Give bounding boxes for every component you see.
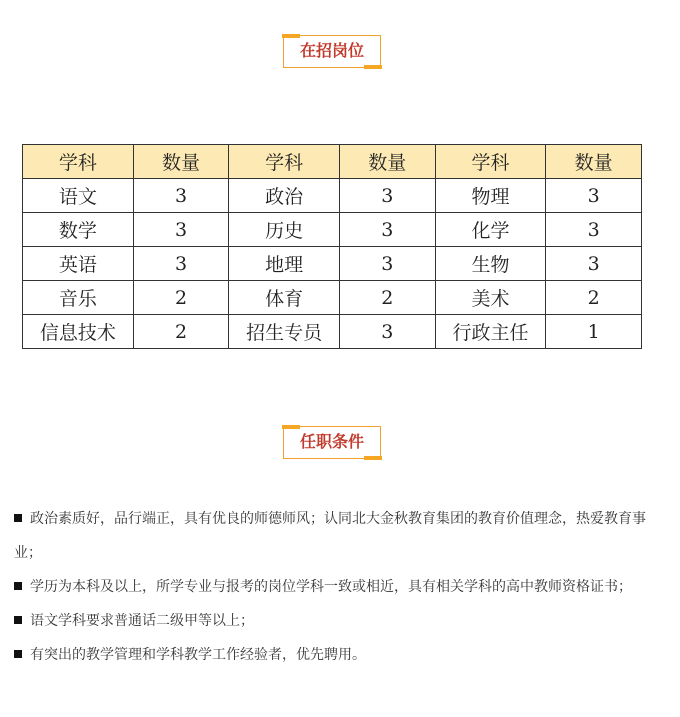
table-cell: 历史	[229, 213, 340, 247]
table-cell: 地理	[229, 247, 340, 281]
requirement-text: 政治素质好，品行端正，具有优良的师德师风；认同北大金秋教育集团的教育价值理念，热爱教育事业；	[14, 511, 646, 561]
badge-corner-decoration	[282, 425, 300, 429]
table-cell: 英语	[23, 247, 134, 281]
table-cell: 语文	[23, 179, 134, 213]
square-bullet-icon	[14, 616, 22, 624]
table-cell: 3	[133, 247, 229, 281]
list-item	[14, 604, 664, 638]
header-cell: 学科	[435, 145, 546, 179]
table-cell: 3	[133, 213, 229, 247]
table-cell: 政治	[229, 179, 340, 213]
header-cell: 数量	[133, 145, 229, 179]
table-cell: 2	[339, 281, 435, 315]
table-row	[23, 213, 642, 247]
table-cell: 3	[546, 213, 642, 247]
list-item	[14, 570, 664, 604]
requirement-text: 学历为本科及以上，所学专业与报考的岗位学科一致或相近，具有相关学科的高中教师资格证书；	[30, 579, 632, 595]
table-cell: 行政主任	[435, 315, 546, 349]
table-cell: 3	[339, 315, 435, 349]
table-cell: 数学	[23, 213, 134, 247]
table-cell: 2	[546, 281, 642, 315]
table-cell: 3	[339, 179, 435, 213]
header-cell: 学科	[23, 145, 134, 179]
badge-corner-decoration	[364, 456, 382, 460]
badge-corner-decoration	[364, 65, 382, 69]
requirement-text: 语文学科要求普通话二级甲等以上；	[30, 613, 254, 629]
square-bullet-icon	[14, 582, 22, 590]
table-cell: 音乐	[23, 281, 134, 315]
table-cell: 3	[546, 179, 642, 213]
requirements-list	[14, 502, 664, 672]
table-cell: 化学	[435, 213, 546, 247]
header-cell: 数量	[546, 145, 642, 179]
table-cell: 招生专员	[229, 315, 340, 349]
badge-corner-decoration	[282, 34, 300, 38]
header-cell: 学科	[229, 145, 340, 179]
table-cell: 体育	[229, 281, 340, 315]
table-cell: 信息技术	[23, 315, 134, 349]
section-title-positions	[283, 35, 381, 68]
table-cell: 3	[339, 213, 435, 247]
square-bullet-icon	[14, 514, 22, 522]
table-cell: 1	[546, 315, 642, 349]
table-row	[23, 281, 642, 315]
square-bullet-icon	[14, 650, 22, 658]
table-cell: 3	[339, 247, 435, 281]
table-row	[23, 247, 642, 281]
table-cell: 3	[546, 247, 642, 281]
table-header-row	[23, 145, 642, 179]
list-item	[14, 502, 664, 570]
table-cell: 3	[133, 179, 229, 213]
table-cell: 2	[133, 315, 229, 349]
section-title-requirements	[283, 426, 381, 459]
table-row	[23, 179, 642, 213]
list-item	[14, 638, 664, 672]
header-cell: 数量	[339, 145, 435, 179]
table-cell: 物理	[435, 179, 546, 213]
section-title-text: 在招岗位	[299, 41, 364, 60]
table-cell: 美术	[435, 281, 546, 315]
section-title-text: 任职条件	[299, 432, 364, 451]
table-cell: 2	[133, 281, 229, 315]
positions-table	[22, 144, 642, 349]
table-row	[23, 315, 642, 349]
requirement-text: 有突出的教学管理和学科教学工作经验者，优先聘用。	[30, 647, 366, 663]
table-cell: 生物	[435, 247, 546, 281]
